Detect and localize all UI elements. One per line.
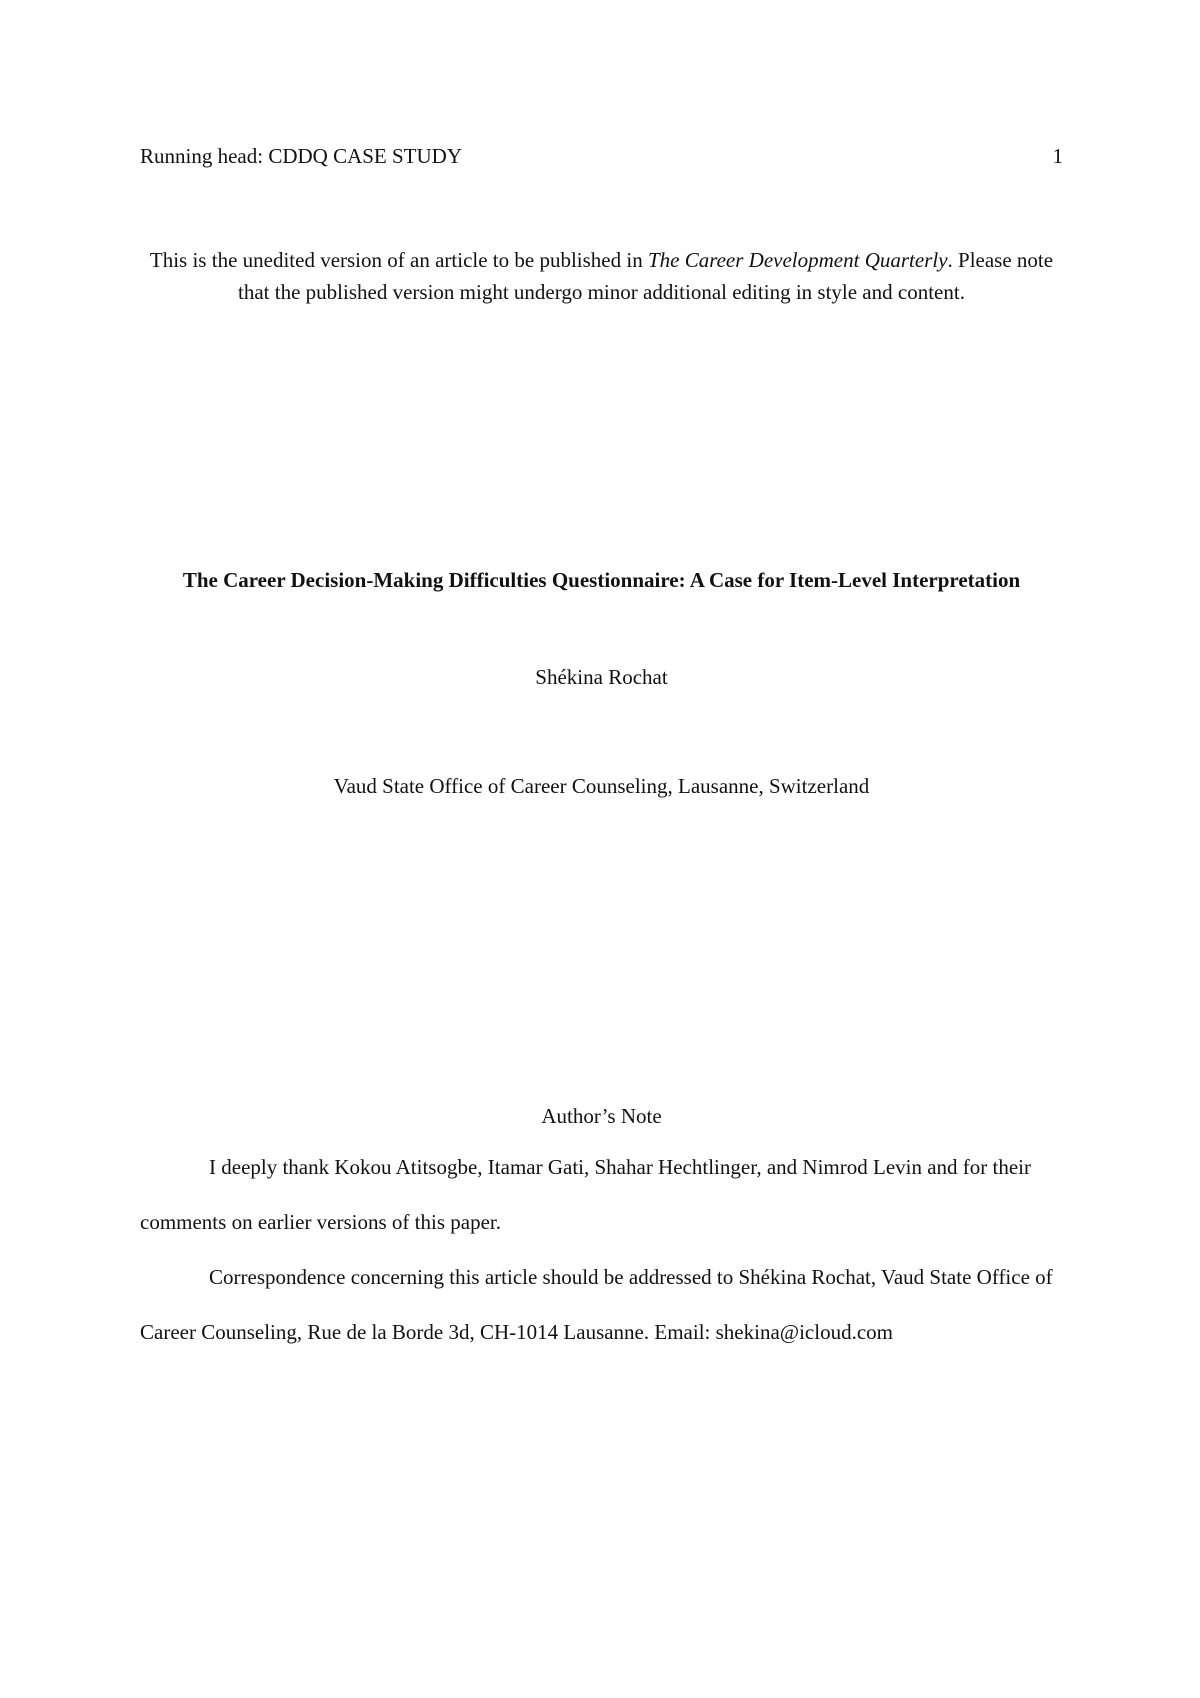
authors-note-heading: Author’s Note	[541, 1104, 662, 1128]
notice-text-end: . Please note that the published version might undergo minor additional editing in style and content.	[238, 248, 1054, 304]
journal-name: The Career Development Quarterly	[647, 248, 948, 272]
author-name: Shékina Rochat	[535, 665, 668, 689]
paper-title: The Career Decision-Making Difficulties Questionnaire: A Case for Item-Level Interpretation	[182, 568, 1021, 592]
page-number: 1	[1052, 144, 1063, 168]
notice-text-start: This is the unedited version of an article to be published in	[149, 248, 648, 272]
page-header	[140, 143, 1063, 169]
author-affiliation: Vaud State Office of Career Counseling, Lausanne, Switzerland	[333, 774, 870, 798]
correspondence-paragraph: Correspondence concerning this article should be addressed to Shékina Rochat, Vaud State Office of Career Counseling, Rue de la Borde 3d, CH-1014 Lausanne. Email: shekina@icloud.com	[140, 1265, 1053, 1344]
authors-note-body	[140, 1140, 1063, 1360]
running-head: Running head: CDDQ CASE STUDY	[140, 144, 463, 168]
publication-notice	[140, 244, 1063, 308]
acknowledgment-paragraph: I deeply thank Kokou Atitsogbe, Itamar Gati, Shahar Hechtlinger, and Nimrod Levin and for their comments on earlier versions of this paper.	[140, 1155, 1032, 1234]
